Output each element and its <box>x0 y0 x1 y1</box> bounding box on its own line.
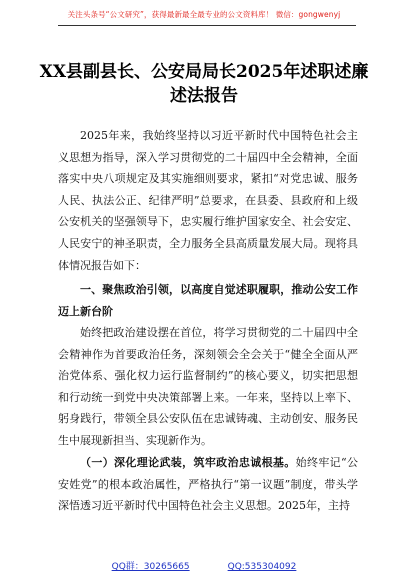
footer-qq-group-link[interactable]: QQ群：30265665 <box>111 562 190 572</box>
header-banner <box>0 0 408 28</box>
footer-qq-link[interactable]: QQ:535304092 <box>227 562 297 572</box>
banner-promo-text: 关注头条号“公文研究”，获得最新最全最专业的公文资料库！ 微信：gongwenyj <box>67 10 341 19</box>
footer-contact <box>0 559 408 572</box>
sub-heading-lead: （一）深化理论武装，筑牢政治忠诚根基。 <box>80 456 296 469</box>
section-heading-1: 一、聚焦政治引领，以高度自觉述职履职，推动公安工作迈上新台阶 <box>58 283 358 318</box>
document-title: XX县副县长、公安局局长2025年述职述廉述法报告 <box>39 62 369 106</box>
body-paragraph-3 <box>58 452 358 517</box>
body-paragraph-2: 始终把政治建设摆在首位，将学习贯彻党的二十届四中全会精神作为首要政治任务，深刻领会全会关于“健全全面从严治党体系、强化权力运行监督制约”的核心要义，切实把思想和行动统一到党中央决策部署上来。一年来，坚持以上率下、躬身践行，带领全县公安队伍在忠诚铸魂、主动创安、服务民生中展现新担当、实现新作为。 <box>58 326 358 447</box>
intro-paragraph: 2025年来，我始终坚持以习近平新时代中国特色社会主义思想为指导，深入学习贯彻党的二十届四中全会精神，全面落实中央八项规定及其实施细则要求，紧扣“对党忠诚、服务人民、执法公正、纪律严明”总要求，在县委、县政府和上级公安机关的坚强领导下，忠实履行维护国家安全、社会安定、人民安宁的神圣职责，全力服务全县高质量发展大局。现将具体情况报告如下： <box>58 129 358 272</box>
banner-divider <box>58 25 356 26</box>
body-paragraph-3-text: 始终牢记“公安姓党”的根本政治属性，严格执行“第一议题”制度，带头学深悟透习近平新时代中国特色社会主义思想。2025年，主持 <box>58 456 359 513</box>
